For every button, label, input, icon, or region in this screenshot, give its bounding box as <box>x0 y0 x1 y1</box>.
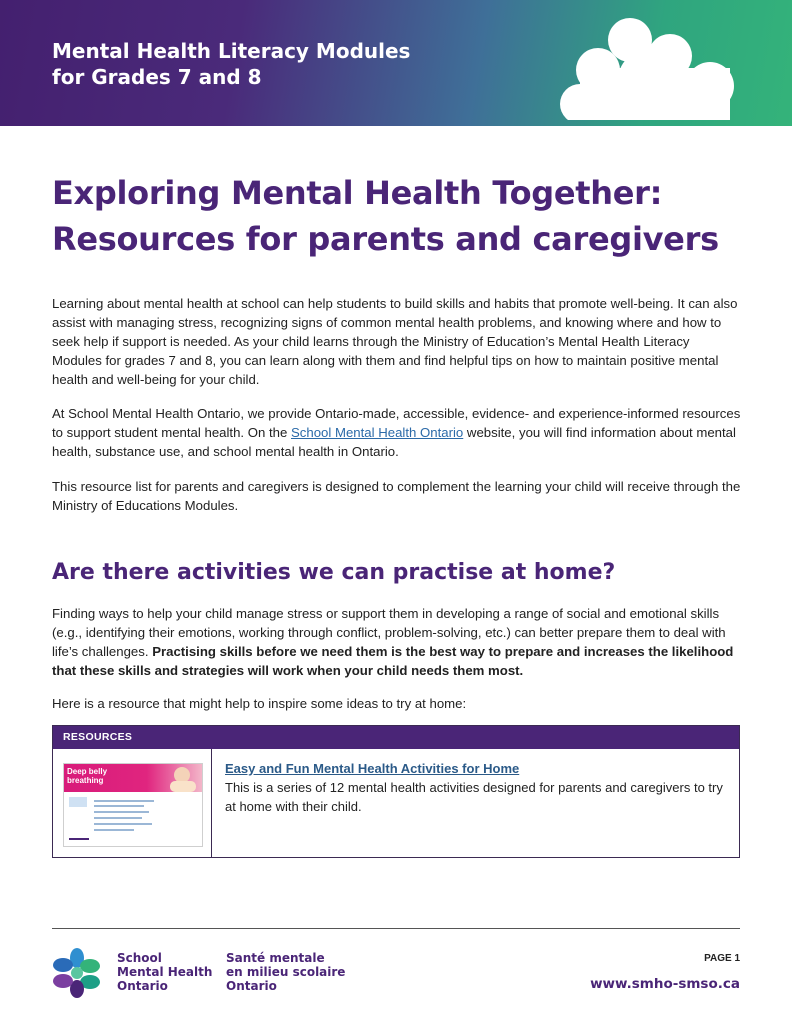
thumbnail-title: Deep belly breathing <box>67 767 108 785</box>
resources-table <box>52 725 740 858</box>
section-paragraph-1-bold: Practising skills before we need them is the best way to prepare and increases the likelihood that these skills and strategies will work when your child needs them most. <box>52 644 734 678</box>
intro-paragraph-2-start: At School Mental Health Ontario, we provide Ontario-made, accessible, evidence- and experience-informed resources to support student mental health. On the <box>52 406 741 440</box>
footer-divider <box>52 928 740 929</box>
intro-paragraph-2 <box>52 404 742 461</box>
logo-en-line-3: Ontario <box>117 979 168 993</box>
header-banner <box>0 0 792 126</box>
section-heading: Are there activities we can practise at home? <box>52 560 616 585</box>
logo-text-english <box>117 951 212 993</box>
resource-details <box>225 759 725 816</box>
page-title-line-1: Exploring Mental Health Together: <box>52 174 663 212</box>
logo-fr-line-1: Santé mentale <box>226 951 325 965</box>
logo-en-line-2: Mental Health <box>117 965 213 979</box>
logo-en-line-1: School <box>117 951 162 965</box>
page-number: PAGE 1 <box>704 953 740 964</box>
smho-website-link[interactable]: School Mental Health Ontario <box>291 425 464 440</box>
resource-thumbnail[interactable] <box>63 763 203 847</box>
section-paragraph-1-normal: Finding ways to help your child manage stress or support them in developing a range of social and emotional skills (e.g., identifying their emotions, working through conflict, problem-solving, etc.) can better prepare them to deal with life’s challenges. <box>52 606 726 659</box>
section-paragraph-2: Here is a resource that might help to inspire some ideas to try at home: <box>52 696 467 711</box>
website-url[interactable]: www.smho-smso.ca <box>590 976 740 992</box>
resource-description: This is a series of 12 mental health activities designed for parents and caregivers to try at home with their child. <box>225 780 723 814</box>
resources-header: RESOURCES <box>53 726 739 749</box>
thumbnail-logo-mark <box>69 838 89 840</box>
logo-fr-line-3: Ontario <box>226 979 277 993</box>
thumbnail-text-line <box>94 817 142 819</box>
logo-fr-line-2: en milieu scolaire <box>226 965 346 979</box>
thumbnail-text-line <box>94 823 152 825</box>
page-title <box>52 170 752 262</box>
thumbnail-banner <box>64 764 202 792</box>
flower-icon <box>560 8 760 120</box>
smho-logo-icon <box>52 948 102 998</box>
resource-link[interactable]: Easy and Fun Mental Health Activities for Home <box>225 761 520 776</box>
thumbnail-text-line <box>94 805 144 807</box>
section-paragraph-1 <box>52 604 742 680</box>
thumbnail-graphic <box>69 797 87 807</box>
logo-text-french <box>226 951 345 993</box>
banner-title <box>52 38 410 90</box>
intro-paragraph-2-end: website, you will find information about mental health, substance use, and school mental health in Ontario. <box>52 425 736 459</box>
intro-paragraph-3: This resource list for parents and caregivers is designed to complement the learning your child will receive through the Ministry of Educations Modules. <box>52 479 741 513</box>
resource-thumbnail-cell <box>53 749 212 857</box>
thumbnail-text-line <box>94 811 149 813</box>
page-title-line-2: Resources for parents and caregivers <box>52 220 719 258</box>
banner-title-line-2: for Grades 7 and 8 <box>52 65 262 89</box>
banner-title-line-1: Mental Health Literacy Modules <box>52 39 411 63</box>
resource-row <box>53 749 739 857</box>
intro-paragraph-1: Learning about mental health at school can help students to build skills and habits that promote well-being. It can also assist with managing stress, recognizing signs of common mental health problems, and knowing where and how to seek help if support is needed. As your child learns through the Ministry of Education’s Mental Health Literacy Modules for grades 7 and 8, you can learn along with them and find helpful tips on how to maintain positive mental health and well-being for your child. <box>52 296 738 387</box>
child-photo-icon <box>162 764 202 792</box>
thumbnail-text-line <box>94 829 134 831</box>
thumbnail-text-line <box>94 800 154 802</box>
